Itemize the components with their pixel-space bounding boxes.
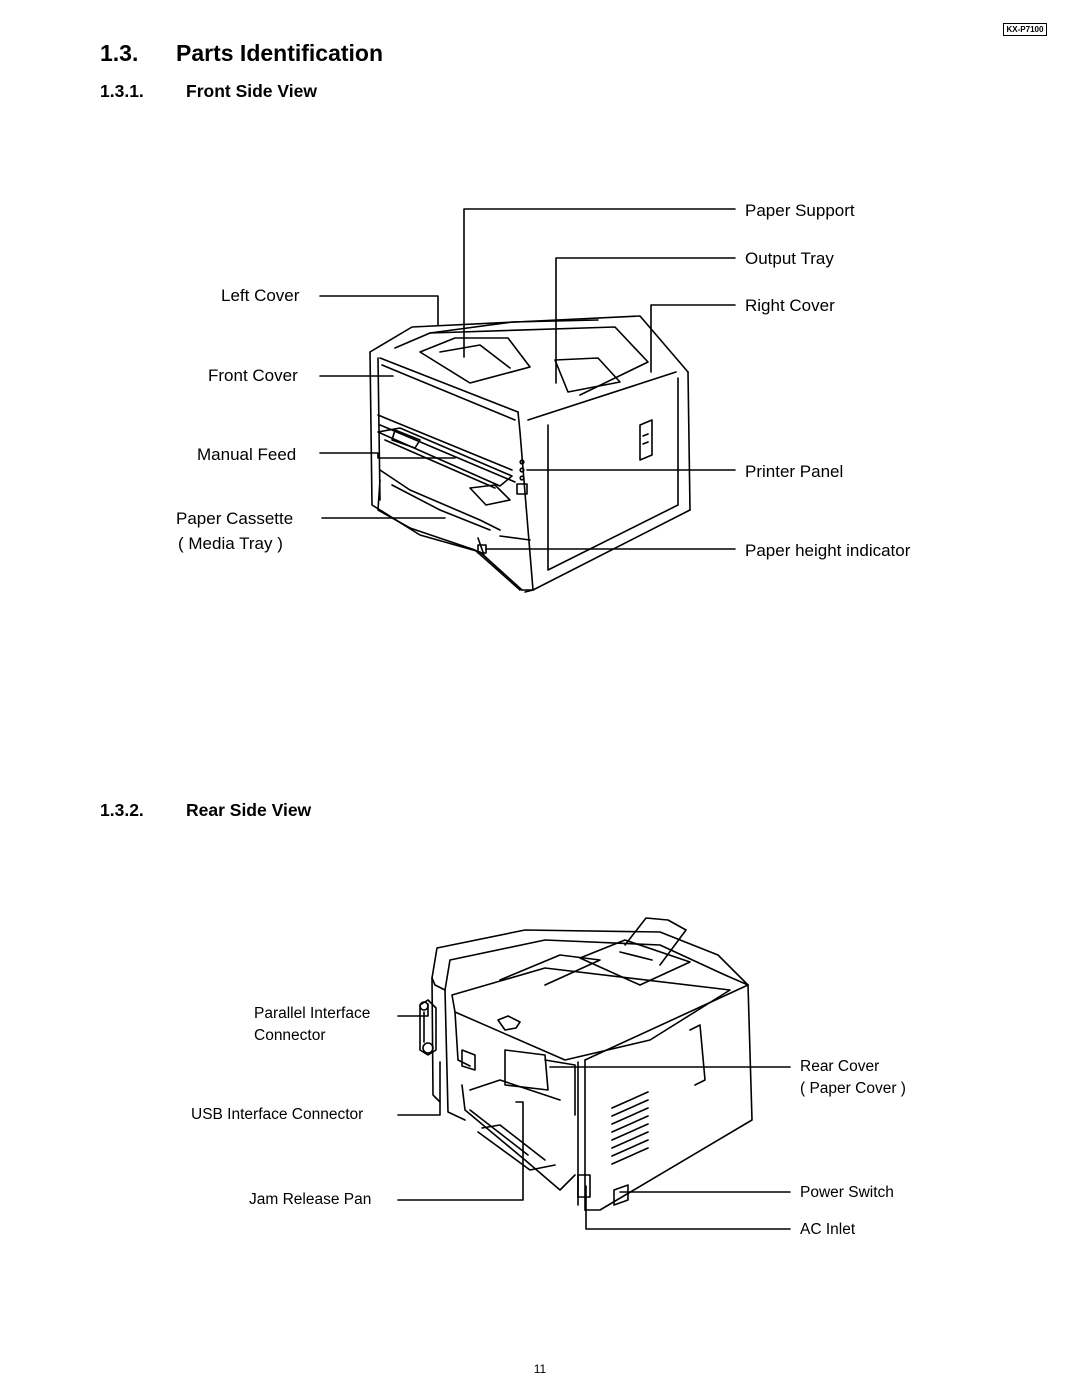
section-title: Parts Identification [176,40,384,66]
label-left-cover: Left Cover [221,286,300,305]
label-right-cover: Right Cover [745,296,835,315]
label-usb-interface: USB Interface Connector [191,1106,364,1123]
label-parallel-interface: Parallel Interface [254,1005,371,1022]
label-parallel-connector: Connector [254,1027,326,1044]
label-media-tray: ( Media Tray ) [178,534,283,553]
front-printer-illustration [370,316,690,592]
label-manual-feed: Manual Feed [197,445,297,464]
page-number: 11 [533,1362,547,1376]
rear-printer-illustration [420,918,752,1210]
front-leader-lines [320,209,735,549]
label-printer-panel: Printer Panel [745,462,844,481]
front-view-title: Front Side View [186,81,317,101]
label-jam-release-pan: Jam Release Pan [249,1191,372,1208]
label-rear-cover: Rear Cover [800,1058,880,1075]
rear-view-number: 1.3.2. [100,800,144,820]
label-output-tray: Output Tray [745,249,834,268]
model-tag: KX-P7100 [1003,23,1047,36]
rear-view-title: Rear Side View [186,800,312,820]
section-number: 1.3. [100,40,139,66]
front-view-number: 1.3.1. [100,81,144,101]
label-ac-inlet: AC Inlet [800,1221,856,1238]
label-paper-cassette: Paper Cassette [176,509,294,528]
label-paper-height-indicator: Paper height indicator [745,541,911,560]
label-paper-support: Paper Support [745,201,855,220]
label-paper-cover: ( Paper Cover ) [800,1080,906,1097]
label-front-cover: Front Cover [208,366,298,385]
label-power-switch: Power Switch [800,1184,894,1201]
